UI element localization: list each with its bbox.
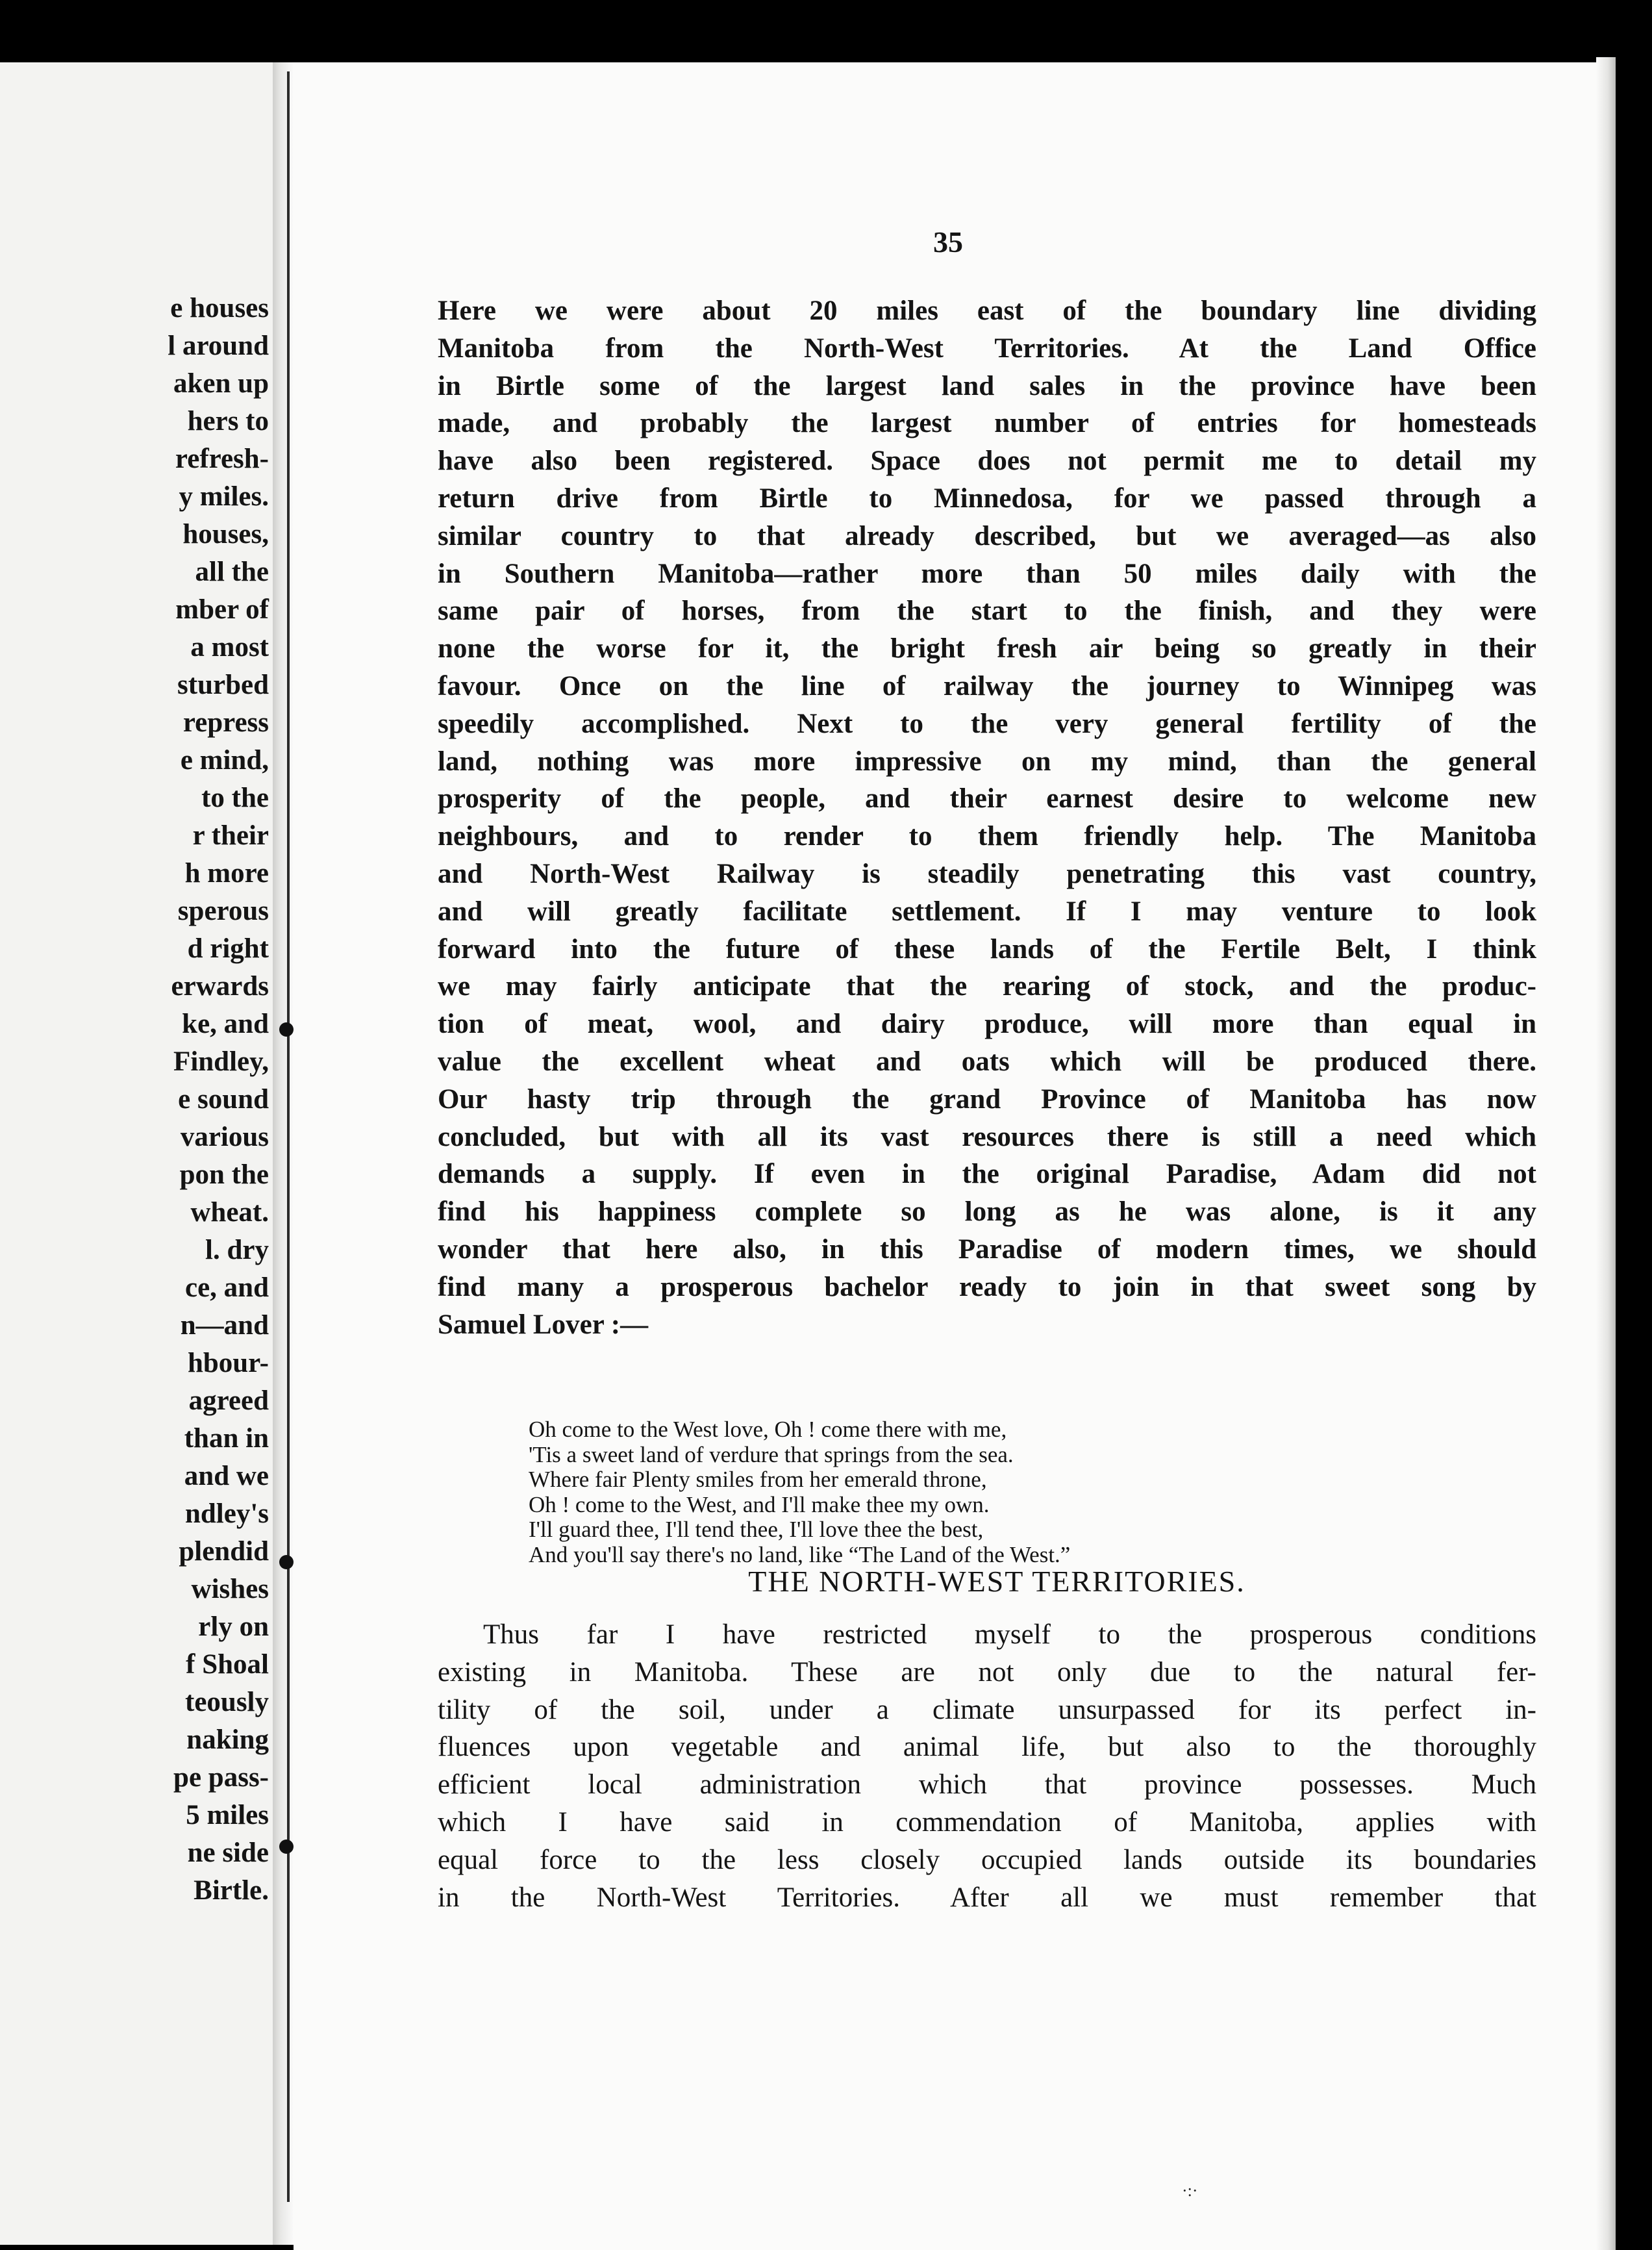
text-line: and we [184, 1461, 269, 1491]
body-paragraph [438, 292, 1536, 1343]
text-line: f Shoal [186, 1649, 269, 1680]
text-line: d right [187, 933, 269, 964]
text-line: Birtle. [194, 1875, 269, 1906]
spine-mark [279, 1555, 294, 1569]
text-line: than in [184, 1423, 269, 1454]
spine-shadow-line [287, 71, 290, 2202]
text-line: wonder that here also, in this Paradise of modern times, we should [438, 1233, 1536, 1265]
text-line: l. dry [205, 1235, 269, 1265]
text-line: existing in Manitoba. These are not only due to the natural fer- [438, 1656, 1536, 1688]
text-line: neighbours, and to render to them friendly help. The Manitoba [438, 821, 1536, 852]
text-line: ne side [187, 1838, 269, 1868]
text-line: hbour- [187, 1348, 269, 1378]
previous-page [0, 62, 273, 2245]
text-line: wheat. [190, 1197, 269, 1228]
text-line: value the excellent wheat and oats which will be produced there. [438, 1046, 1536, 1077]
text-line: favour. Once on the line of railway the journey to Winnipeg was [438, 670, 1536, 702]
text-line: sturbed [177, 670, 269, 700]
text-line: a most [190, 632, 269, 663]
text-line: tion of meat, wool, and dairy produce, will more than equal in [438, 1009, 1536, 1040]
poem-line: Where fair Plenty smiles from her emerald throne, [529, 1467, 987, 1492]
poem-quote [529, 1417, 1070, 1567]
text-line: ce, and [185, 1272, 269, 1303]
text-line: return drive from Birtle to Minnedosa, for we passed through a [438, 483, 1536, 514]
text-line: rly on [198, 1612, 269, 1642]
current-page [294, 62, 1603, 2250]
text-line: pe pass- [173, 1762, 269, 1793]
page-number: 35 [933, 225, 963, 259]
text-line: refresh- [175, 444, 269, 474]
text-line: e mind, [180, 745, 269, 776]
print-speck: ·:· [1182, 2181, 1198, 2200]
text-line: Samuel Lover :— [438, 1309, 649, 1340]
text-line: similar country to that already described, but we averaged—as also [438, 520, 1536, 551]
text-line: h more [184, 858, 269, 889]
text-line: repress [182, 707, 269, 738]
text-line: naking [186, 1725, 269, 1755]
text-line: none the worse for it, the bright fresh air being so greatly in their [438, 633, 1536, 664]
text-line: plendid [179, 1536, 269, 1567]
text-line: land, nothing was more impressive on my mind, than the general [438, 746, 1536, 777]
spine-mark [279, 1839, 294, 1854]
text-line: in the North-West Territories. After all we must remember that [438, 1882, 1536, 1913]
page-edge [1596, 57, 1616, 2250]
text-line: Our hasty trip through the grand Province of Manitoba has now [438, 1083, 1536, 1115]
text-line: same pair of horses, from the start to the finish, and they were [438, 596, 1536, 627]
text-line: aken up [173, 368, 269, 399]
text-line: erwards [171, 971, 269, 1002]
text-line: agreed [188, 1385, 269, 1416]
poem-line: 'Tis a sweet land of verdure that springs from the sea. [529, 1441, 1014, 1467]
poem-line: I'll guard thee, I'll tend thee, I'll love thee the best, [529, 1517, 984, 1542]
text-line: n—and [180, 1310, 269, 1341]
text-line: find his happiness complete so long as he was alone, is it any [438, 1196, 1536, 1228]
previous-page-text [168, 290, 269, 1910]
book-gutter [273, 62, 294, 2245]
text-line: Thus far I have restricted myself to the prosperous conditions [483, 1619, 1536, 1650]
text-line: Here we were about 20 miles east of the boundary line dividing [438, 296, 1536, 326]
text-line: forward into the future of these lands of the Fertile Belt, I think [438, 933, 1536, 965]
text-line: 5 miles [186, 1800, 269, 1830]
text-line: efficient local administration which that province possesses. Much [438, 1769, 1536, 1801]
text-line: wishes [191, 1574, 269, 1604]
text-line: we may fairly anticipate that the rearing of stock, and the produc- [438, 971, 1536, 1002]
text-line: Findley, [173, 1046, 269, 1077]
text-line: Manitoba from the North-West Territories. At the Land Office [438, 333, 1536, 364]
text-line: find many a prosperous bachelor ready to join in that sweet song by [438, 1271, 1536, 1302]
text-line: which I have said in commendation of Manitoba, applies with [438, 1806, 1536, 1838]
text-line: have also been registered. Space does not permit me to detail my [438, 446, 1536, 477]
text-line: houses, [182, 519, 269, 550]
text-line: demands a supply. If even in the original Paradise, Adam did not [438, 1159, 1536, 1190]
section-paragraph [438, 1616, 1536, 1916]
spine-mark [279, 1022, 294, 1037]
text-line: pon the [179, 1159, 269, 1190]
text-line: ndley's [184, 1498, 269, 1529]
text-line: in Southern Manitoba—rather more than 50 miles daily with the [438, 558, 1536, 589]
poem-line: And you'll say there's no land, like “The Land of the West.” [529, 1541, 1071, 1567]
text-line: in Birtle some of the largest land sales in the province have been [438, 370, 1536, 401]
text-line: hers to [187, 406, 269, 436]
text-line: e sound [178, 1084, 269, 1115]
text-line: and will greatly facilitate settlement. If I may venture to look [438, 896, 1536, 927]
poem-line: Oh ! come to the West, and I'll make thee my own. [529, 1491, 990, 1517]
text-line: teously [185, 1687, 269, 1717]
text-line: prosperity of the people, and their earnest desire to welcome new [438, 783, 1536, 815]
text-line: y miles. [179, 481, 269, 512]
text-line: e houses [170, 293, 269, 323]
text-line: concluded, but with all its vast resources there is still a need which [438, 1121, 1536, 1152]
text-line: various [180, 1122, 269, 1152]
text-line: made, and probably the largest number of entries for homesteads [438, 408, 1536, 439]
text-line: all the [195, 557, 269, 587]
text-line: mber of [175, 594, 269, 625]
text-line: ke, and [182, 1009, 269, 1039]
text-line: equal force to the less closely occupied lands outside its boundaries [438, 1844, 1536, 1875]
text-line: speedily accomplished. Next to the very general fertility of the [438, 708, 1536, 739]
section-heading: THE NORTH-WEST TERRITORIES. [748, 1565, 1245, 1598]
text-line: fluences upon vegetable and animal life, but also to the thoroughly [438, 1732, 1536, 1763]
text-line: l around [168, 331, 269, 361]
text-line: r their [192, 820, 269, 851]
text-line: sperous [177, 896, 269, 926]
text-line: tility of the soil, under a climate unsurpassed for its perfect in- [438, 1694, 1536, 1725]
text-line: and North-West Railway is steadily penetrating this vast country, [438, 858, 1536, 889]
text-line: to the [201, 783, 269, 813]
poem-line: Oh come to the West love, Oh ! come there with me, [529, 1417, 1007, 1442]
